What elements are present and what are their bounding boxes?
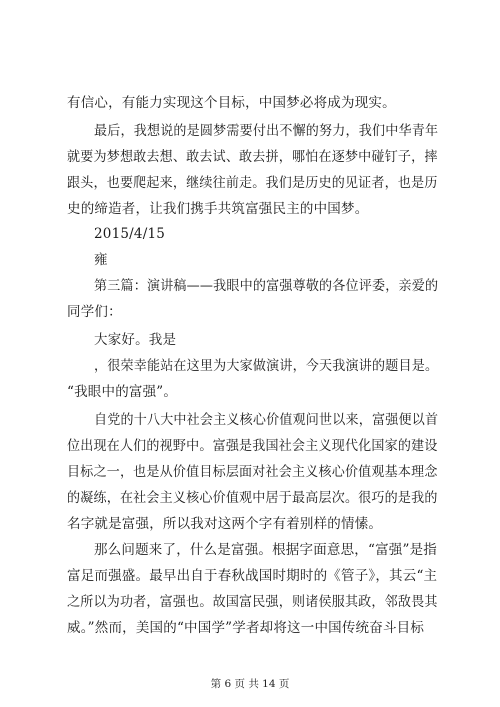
text-line: 威。”然而，美国的“中国学”学者却将这一中国传统奋斗目标 (67, 620, 425, 636)
text-line: 富足而强盛。最早出自于春秋战国时期时的《管子》，其云“主 (67, 568, 438, 584)
text-line: 史的缔造者，让我们携手共筑富强民主的中国梦。 (67, 201, 369, 217)
date-line: 2015/4/15 (94, 226, 166, 242)
text-line: 就要为梦想敢去想、敢去试、敢去拼，哪怕在逐梦中碰钉子，摔 (67, 149, 438, 165)
page-number: 第 6 页 共 14 页 (210, 678, 290, 690)
text-line: 的凝练，在社会主义核心价值观中居于最高层次。很巧的是我的 (67, 490, 438, 506)
text-line: 那么问题来了，什么是富强。根据字面意思，“富强”是指 (94, 542, 438, 558)
text-line: 跟头，也要爬起来，继续往前走。我们是历史的见证者，也是历 (67, 175, 438, 191)
text-line: 同学们： (67, 304, 122, 320)
text-line: 大家好。我是 (94, 332, 177, 348)
text-line: “我眼中的富强”。 (67, 384, 178, 400)
text-line: 雍 (94, 252, 108, 268)
text-line: 最后，我想说的是圆梦需要付出不懈的努力，我们中华青年 (94, 123, 439, 139)
text-line: 有信心，有能力实现这个目标，中国梦必将成为现实。 (67, 95, 396, 111)
text-line: ，很荣幸能站在这里为大家做演讲，今天我演讲的题目是。 (94, 358, 439, 374)
text-line: 之所以为功者，富强也。故国富民强，则诸侯服其政，邻敌畏其 (67, 594, 438, 610)
text-line: 目标之一，也是从价值目标层面对社会主义核心价值观基本理念 (67, 464, 438, 480)
text-line: 自党的十八大中社会主义核心价值观问世以来，富强便以首 (94, 412, 439, 428)
section-heading: 第三篇：演讲稿——我眼中的富强尊敬的各位评委，亲爱的 (94, 278, 439, 294)
text-line: 名字就是富强，所以我对这两个字有着别样的情愫。 (67, 516, 383, 532)
text-line: 位出现在人们的视野中。富强是我国社会主义现代化国家的建设 (67, 438, 438, 454)
